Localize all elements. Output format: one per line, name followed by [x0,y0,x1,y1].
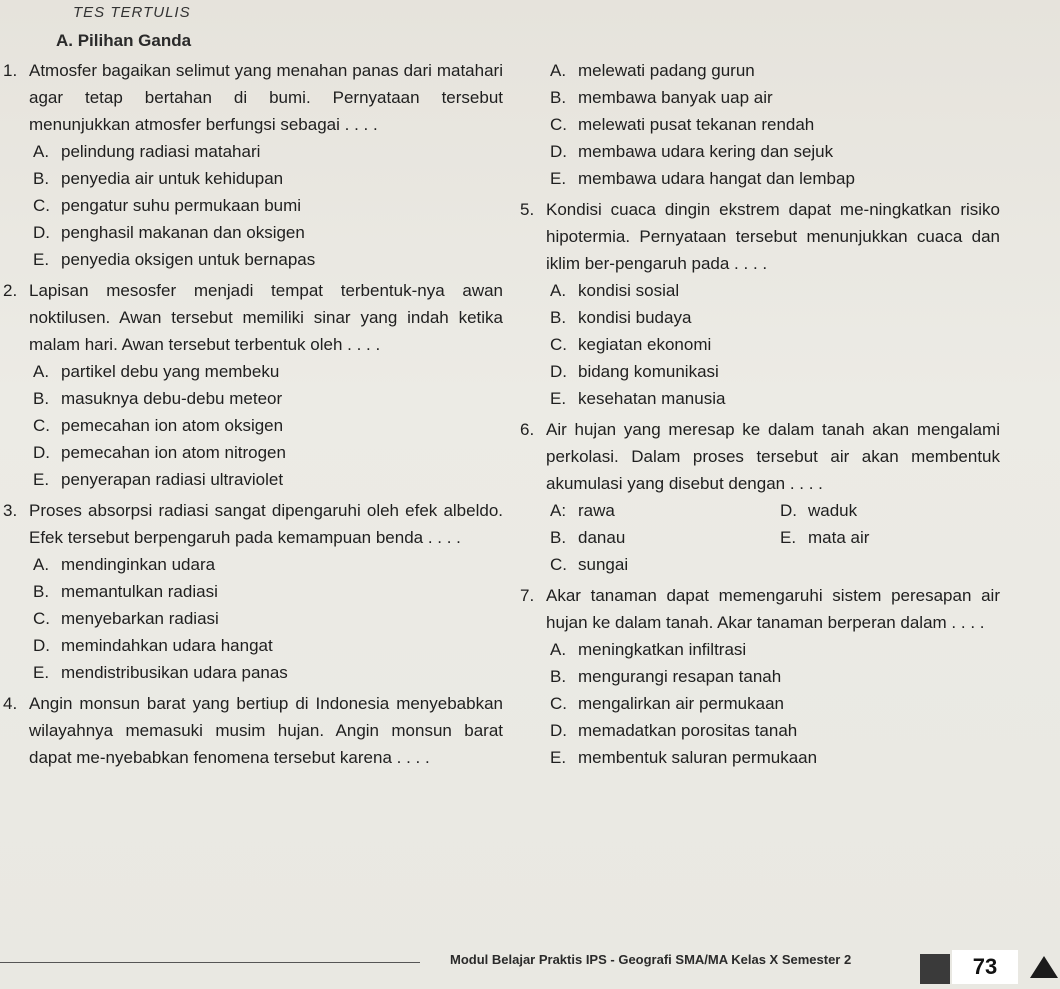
question-number: 3. [3,501,18,520]
answer-option [520,111,1000,138]
question-4 [3,690,503,771]
question-number: 2. [3,281,18,300]
answer-option [780,551,980,578]
answer-option [3,138,503,165]
question-line [3,690,503,771]
question-4-options [520,57,1000,192]
answer-option [3,551,503,578]
option-letter: A. [550,61,567,80]
option-letter: B. [550,528,567,547]
option-text: mendinginkan udara [61,555,216,574]
question-number: 5. [520,200,535,219]
question-7 [520,582,1000,771]
answer-option [3,659,503,686]
option-letter: B. [33,389,50,408]
option-letter: C. [33,416,50,435]
right-column [520,57,1000,775]
answer-option [520,277,1000,304]
option-text: pengatur suhu permukaan bumi [61,196,302,215]
option-text: sungai [578,555,629,574]
option-text: kondisi sosial [578,281,680,300]
option-letter: D. [33,443,50,462]
question-text: Angin monsun barat yang bertiup di Indonesia menyebabkan wilayahnya memasuki musim hujan. Angin monsun barat dapat me-nyebabkan fenomena tersebut karena . . . . [29,694,503,767]
answer-option [3,192,503,219]
option-letter: B. [550,308,567,327]
page-footer [0,948,1060,989]
option-text: pelindung radiasi matahari [61,142,261,161]
answer-option [780,524,980,551]
option-text: bidang komunikasi [578,362,719,381]
answer-option [3,165,503,192]
option-text: pemecahan ion atom oksigen [61,416,284,435]
option-letter: D. [550,721,567,740]
question-6 [520,416,1000,578]
question-line [520,416,1000,497]
option-text: kegiatan ekonomi [578,335,712,354]
option-letter: A. [33,142,50,161]
option-text: mengalirkan air permukaan [578,694,784,713]
question-text: Proses absorpsi radiasi sangat dipengaruhi oleh efek albeldo. Efek tersebut berpengaruh pada kemampuan benda . . . . [29,501,503,547]
option-text: penyedia oksigen untuk bernapas [61,250,316,269]
option-text: waduk [808,501,858,520]
question-text: Air hujan yang meresap ke dalam tanah akan mengalami perkolasi. Dalam proses tersebut air akan membentuk akumulasi yang disebut dengan . . . . [546,420,1000,493]
answer-option [520,304,1000,331]
answer-option [3,466,503,493]
option-letter: A: [550,501,567,520]
option-text: melewati padang gurun [578,61,755,80]
option-text: memantulkan radiasi [61,582,218,601]
question-1 [3,57,503,273]
option-text: mata air [808,528,870,547]
answer-option [520,138,1000,165]
option-letter: D. [550,142,567,161]
option-letter: A. [33,555,50,574]
option-letter: E. [550,169,567,188]
option-text: meningkatkan infiltrasi [578,640,747,659]
question-number: 6. [520,420,535,439]
option-letter: C. [550,335,567,354]
option-text: membawa banyak uap air [578,88,773,107]
answer-option [3,578,503,605]
option-text: kondisi budaya [578,308,692,327]
option-letter: A. [550,281,567,300]
answer-option [3,605,503,632]
option-letter: A. [550,640,567,659]
option-text: menyebarkan radiasi [61,609,219,628]
option-letter: C. [550,694,567,713]
option-letter: E. [550,748,567,767]
answer-option [520,636,1000,663]
question-3 [3,497,503,686]
option-letter: E. [33,663,50,682]
answer-option [520,57,1000,84]
option-letter: B. [33,582,50,601]
answer-option [520,358,1000,385]
option-letter: C. [550,555,567,574]
option-text: memadatkan porositas tanah [578,721,798,740]
answer-option [3,385,503,412]
option-text: rawa [578,501,615,520]
page-number: 73 [952,950,1018,984]
answer-option [3,358,503,385]
question-line [3,277,503,358]
option-letter: D. [780,501,797,520]
option-letter: D. [33,636,50,655]
option-text: penyerapan radiasi ultraviolet [61,470,284,489]
question-text: Lapisan mesosfer menjadi tempat terbentuk-nya awan noktilusen. Awan tersebut memiliki sinar yang indah ketika malam hari. Awan tersebut terbentuk oleh . . . . [29,281,503,354]
option-letter: A. [33,362,50,381]
option-letter: B. [550,667,567,686]
option-letter: E. [33,470,50,489]
option-text: pemecahan ion atom nitrogen [61,443,286,462]
option-letter: D. [33,223,50,242]
option-text: penghasil makanan dan oksigen [61,223,305,242]
option-letter: E. [780,528,797,547]
question-text: Atmosfer bagaikan selimut yang menahan panas dari matahari agar tetap bertahan di bumi. Pernyataan tersebut menunjukkan atmosfer berfungsi sebagai . . . . [29,61,503,134]
answer-option [520,385,1000,412]
answer-option [550,524,780,551]
left-column [3,57,503,775]
question-6-options [520,497,1000,578]
footer-divider [0,962,420,963]
option-text: memindahkan udara hangat [61,636,273,655]
answer-option [550,551,780,578]
answer-option [520,663,1000,690]
answer-option [3,246,503,273]
answer-option [520,165,1000,192]
answer-option [520,717,1000,744]
option-letter: B. [550,88,567,107]
option-letter: E. [550,389,567,408]
option-letter [780,551,808,578]
option-letter: C. [33,609,50,628]
triangle-icon [1030,956,1058,978]
option-text: membentuk saluran permukaan [578,748,818,767]
test-header: TES TERTULIS [73,4,191,21]
question-number: 1. [3,61,18,80]
question-line [520,582,1000,636]
footer-dark-block [920,954,950,984]
answer-option [520,744,1000,771]
option-text: melewati pusat tekanan rendah [578,115,815,134]
question-2 [3,277,503,493]
option-letter: E. [33,250,50,269]
option-text: mendistribusikan udara panas [61,663,288,682]
option-text: kesehatan manusia [578,389,726,408]
answer-option [520,84,1000,111]
question-line [3,57,503,138]
option-text: membawa udara hangat dan lembap [578,169,855,188]
question-number: 4. [3,694,18,713]
answer-option [550,497,780,524]
footer-book-title: Modul Belajar Praktis IPS - Geografi SMA/MA Kelas X Semester 2 [450,952,852,967]
section-title: A. Pilihan Ganda [56,31,192,50]
answer-option [780,497,980,524]
option-text: danau [578,528,626,547]
option-letter: C. [33,196,50,215]
answer-option [3,439,503,466]
option-text: masuknya debu-debu meteor [61,389,283,408]
question-line [520,196,1000,277]
option-text: partikel debu yang membeku [61,362,280,381]
answer-option [3,632,503,659]
option-letter: B. [33,169,50,188]
answer-option [3,412,503,439]
option-text: penyedia air untuk kehidupan [61,169,284,188]
option-text: membawa udara kering dan sejuk [578,142,834,161]
question-number: 7. [520,586,535,605]
answer-option [520,690,1000,717]
question-text: Kondisi cuaca dingin ekstrem dapat me-ningkatkan risiko hipotermia. Pernyataan tersebut menunjukkan cuaca dan iklim ber-pengaruh pada . . . . [546,200,1000,273]
option-letter: D. [550,362,567,381]
question-text: Akar tanaman dapat memengaruhi sistem peresapan air hujan ke dalam tanah. Akar tanaman berperan dalam . . . . [546,586,1000,632]
option-letter: C. [550,115,567,134]
option-text: mengurangi resapan tanah [578,667,782,686]
answer-option [520,331,1000,358]
answer-option [3,219,503,246]
question-5 [520,196,1000,412]
question-line [3,497,503,551]
